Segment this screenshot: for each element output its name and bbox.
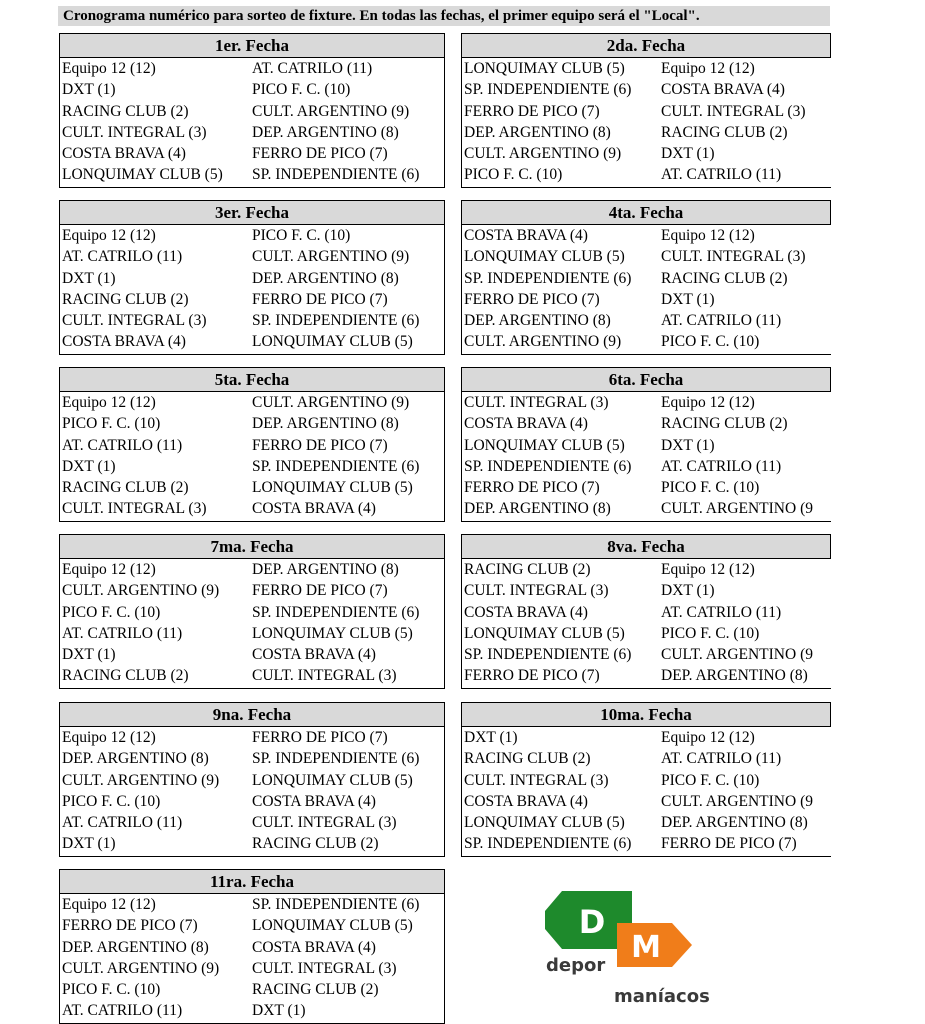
home-team: AT. CATRILO (11) — [62, 624, 183, 642]
away-team: SP. INDEPENDIENTE (6) — [252, 312, 420, 330]
logo-word-maniacos: maníacos — [614, 986, 710, 1007]
home-team: CULT. INTEGRAL (3) — [464, 394, 609, 411]
home-team: FERRO DE PICO (7) — [464, 290, 600, 308]
away-team: FERRO DE PICO (7) — [252, 290, 388, 308]
home-team: SP. INDEPENDIENTE (6) — [464, 81, 632, 99]
fecha-box — [59, 534, 445, 689]
match-row — [462, 498, 831, 519]
home-team: AT. CATRILO (11) — [62, 1002, 183, 1020]
home-team: FERRO DE PICO (7) — [464, 102, 600, 120]
away-team: PICO F. C. (10) — [661, 479, 760, 497]
fecha-box — [59, 367, 445, 522]
away-team: LONQUIMAY CLUB (5) — [252, 624, 413, 642]
match-row — [60, 559, 444, 580]
home-team: CULT. INTEGRAL (3) — [62, 500, 207, 518]
match-row — [462, 331, 831, 352]
away-team: AT. CATRILO (11) — [252, 60, 373, 77]
away-team: FERRO DE PICO (7) — [252, 145, 388, 163]
match-row — [60, 748, 444, 769]
logo-word-depor: depor — [546, 955, 606, 976]
match-row — [462, 833, 831, 854]
logo-letter-m: M — [631, 930, 661, 965]
fecha-box — [59, 33, 445, 188]
away-team: AT. CATRILO (11) — [661, 166, 782, 184]
home-team: CULT. ARGENTINO (9) — [62, 959, 220, 977]
fecha-title: 7ma. Fecha — [60, 535, 444, 559]
away-team: Equipo 12 (12) — [661, 729, 755, 746]
home-team: LONQUIMAY CLUB (5) — [464, 60, 625, 77]
match-row — [60, 58, 444, 79]
home-team: RACING CLUB (2) — [62, 290, 189, 308]
away-team: DEP. ARGENTINO (8) — [252, 123, 399, 141]
home-team: PICO F. C. (10) — [464, 166, 563, 184]
home-team: COSTA BRAVA (4) — [62, 333, 186, 351]
home-team: RACING CLUB (2) — [62, 479, 189, 497]
away-team: DEP. ARGENTINO (8) — [661, 814, 808, 832]
away-team: CULT. ARGENTINO (9 — [661, 792, 813, 810]
match-row — [60, 1000, 444, 1021]
match-row — [60, 101, 444, 122]
home-team: COSTA BRAVA (4) — [464, 792, 588, 810]
away-team: PICO F. C. (10) — [252, 227, 351, 244]
match-row — [462, 770, 831, 791]
home-team: CULT. ARGENTINO (9) — [62, 582, 220, 600]
match-row — [60, 894, 444, 915]
home-team: DEP. ARGENTINO (8) — [62, 750, 209, 768]
fecha-box — [461, 200, 831, 355]
fecha-box — [59, 702, 445, 857]
match-row — [462, 602, 831, 623]
home-team: FERRO DE PICO (7) — [464, 479, 600, 497]
away-team: SP. INDEPENDIENTE (6) — [252, 896, 420, 913]
home-team: COSTA BRAVA (4) — [464, 415, 588, 433]
match-row — [462, 665, 831, 686]
home-team: Equipo 12 (12) — [62, 896, 156, 913]
match-row — [462, 477, 831, 498]
home-team: PICO F. C. (10) — [62, 603, 161, 621]
fecha-title: 9na. Fecha — [60, 703, 444, 727]
home-team: FERRO DE PICO (7) — [464, 667, 600, 685]
away-team: DXT (1) — [252, 1002, 306, 1020]
home-team: LONQUIMAY CLUB (5) — [464, 248, 625, 266]
away-team: Equipo 12 (12) — [661, 60, 755, 77]
fecha-title: 10ma. Fecha — [462, 703, 831, 727]
match-row — [60, 413, 444, 434]
home-team: LONQUIMAY CLUB (5) — [464, 624, 625, 642]
match-row — [60, 665, 444, 686]
away-team: FERRO DE PICO (7) — [252, 582, 388, 600]
home-team: RACING CLUB (2) — [62, 667, 189, 685]
home-team: PICO F. C. (10) — [62, 792, 161, 810]
fecha-title: 8va. Fecha — [462, 535, 831, 559]
home-team: CULT. INTEGRAL (3) — [62, 312, 207, 330]
match-row — [462, 791, 831, 812]
match-row — [60, 79, 444, 100]
away-team: CULT. ARGENTINO (9 — [661, 646, 813, 664]
away-team: AT. CATRILO (11) — [661, 750, 782, 768]
away-team: DEP. ARGENTINO (8) — [252, 415, 399, 433]
home-team: COSTA BRAVA (4) — [62, 145, 186, 163]
home-team: SP. INDEPENDIENTE (6) — [464, 835, 632, 853]
away-team: SP. INDEPENDIENTE (6) — [252, 457, 420, 475]
away-team: RACING CLUB (2) — [661, 123, 788, 141]
home-team: RACING CLUB (2) — [62, 102, 189, 120]
home-team: AT. CATRILO (11) — [62, 248, 183, 266]
away-team: DEP. ARGENTINO (8) — [661, 667, 808, 685]
match-row — [462, 727, 831, 748]
home-team: DXT (1) — [62, 457, 116, 475]
home-team: DEP. ARGENTINO (8) — [464, 312, 611, 330]
match-row — [462, 268, 831, 289]
home-team: Equipo 12 (12) — [62, 60, 156, 77]
home-team: RACING CLUB (2) — [464, 750, 591, 768]
away-team: COSTA BRAVA (4) — [252, 938, 376, 956]
away-team: PICO F. C. (10) — [661, 624, 760, 642]
away-team: CULT. INTEGRAL (3) — [252, 814, 397, 832]
home-team: PICO F. C. (10) — [62, 981, 161, 999]
away-team: CULT. INTEGRAL (3) — [661, 248, 806, 266]
home-team: Equipo 12 (12) — [62, 729, 156, 746]
match-row — [60, 310, 444, 331]
match-row — [60, 225, 444, 246]
match-row — [462, 435, 831, 456]
match-row — [60, 164, 444, 185]
away-team: RACING CLUB (2) — [252, 981, 379, 999]
away-team: SP. INDEPENDIENTE (6) — [252, 166, 420, 184]
match-row — [60, 246, 444, 267]
away-team: AT. CATRILO (11) — [661, 312, 782, 330]
logo-letter-d: D — [578, 903, 606, 941]
away-team: COSTA BRAVA (4) — [252, 792, 376, 810]
home-team: DXT (1) — [62, 646, 116, 664]
home-team: CULT. ARGENTINO (9) — [464, 145, 622, 163]
home-team: AT. CATRILO (11) — [62, 436, 183, 454]
home-team: SP. INDEPENDIENTE (6) — [464, 269, 632, 287]
match-row — [462, 289, 831, 310]
match-row — [60, 727, 444, 748]
away-team: RACING CLUB (2) — [252, 835, 379, 853]
match-row — [60, 143, 444, 164]
home-team: DEP. ARGENTINO (8) — [62, 938, 209, 956]
match-row — [60, 268, 444, 289]
fecha-title: 4ta. Fecha — [462, 201, 831, 225]
match-row — [60, 331, 444, 352]
away-team: CULT. INTEGRAL (3) — [252, 959, 397, 977]
fecha-box — [59, 869, 445, 1024]
match-row — [60, 979, 444, 1000]
match-row — [462, 143, 831, 164]
match-row — [60, 623, 444, 644]
away-team: COSTA BRAVA (4) — [252, 500, 376, 518]
away-team: DXT (1) — [661, 145, 715, 163]
fecha-box — [461, 367, 831, 522]
match-row — [60, 456, 444, 477]
away-team: LONQUIMAY CLUB (5) — [252, 771, 413, 789]
away-team: DEP. ARGENTINO (8) — [252, 269, 399, 287]
away-team: PICO F. C. (10) — [661, 771, 760, 789]
match-row — [60, 498, 444, 519]
away-team: PICO F. C. (10) — [661, 333, 760, 351]
fecha-title: 5ta. Fecha — [60, 368, 444, 392]
away-team: FERRO DE PICO (7) — [252, 729, 388, 746]
fecha-box — [461, 33, 831, 188]
match-row — [462, 79, 831, 100]
match-row — [60, 915, 444, 936]
match-row — [60, 958, 444, 979]
home-team: Equipo 12 (12) — [62, 227, 156, 244]
home-team: DXT (1) — [62, 835, 116, 853]
match-row — [462, 456, 831, 477]
away-team: Equipo 12 (12) — [661, 227, 755, 244]
away-team: CULT. ARGENTINO (9) — [252, 248, 410, 266]
fecha-title: 2da. Fecha — [462, 34, 831, 58]
match-row — [462, 225, 831, 246]
away-team: Equipo 12 (12) — [661, 561, 755, 578]
away-team: SP. INDEPENDIENTE (6) — [252, 603, 420, 621]
away-team: FERRO DE PICO (7) — [661, 835, 797, 853]
home-team: LONQUIMAY CLUB (5) — [464, 814, 625, 832]
home-team: SP. INDEPENDIENTE (6) — [464, 646, 632, 664]
match-row — [60, 289, 444, 310]
match-row — [462, 101, 831, 122]
home-team: COSTA BRAVA (4) — [464, 603, 588, 621]
home-team: DXT (1) — [62, 81, 116, 99]
match-row — [462, 580, 831, 601]
depormaniacos-logo — [540, 885, 730, 1010]
fecha-title: 6ta. Fecha — [462, 368, 831, 392]
match-row — [462, 310, 831, 331]
away-team: AT. CATRILO (11) — [661, 457, 782, 475]
match-row — [60, 770, 444, 791]
away-team: DXT (1) — [661, 582, 715, 600]
home-team: CULT. INTEGRAL (3) — [62, 123, 207, 141]
home-team: LONQUIMAY CLUB (5) — [62, 166, 223, 184]
match-row — [462, 623, 831, 644]
match-row — [462, 559, 831, 580]
home-team: LONQUIMAY CLUB (5) — [464, 436, 625, 454]
away-team: FERRO DE PICO (7) — [252, 436, 388, 454]
home-team: DXT (1) — [62, 269, 116, 287]
away-team: LONQUIMAY CLUB (5) — [252, 917, 413, 935]
home-team: FERRO DE PICO (7) — [62, 917, 198, 935]
home-team: DEP. ARGENTINO (8) — [464, 123, 611, 141]
match-row — [60, 580, 444, 601]
away-team: CULT. INTEGRAL (3) — [661, 102, 806, 120]
away-team: RACING CLUB (2) — [661, 415, 788, 433]
match-row — [60, 435, 444, 456]
match-row — [60, 602, 444, 623]
match-row — [462, 58, 831, 79]
match-row — [462, 748, 831, 769]
match-row — [60, 644, 444, 665]
away-team: DXT (1) — [661, 290, 715, 308]
match-row — [60, 812, 444, 833]
home-team: RACING CLUB (2) — [464, 561, 591, 578]
home-team: COSTA BRAVA (4) — [464, 227, 588, 244]
match-row — [60, 392, 444, 413]
away-team: COSTA BRAVA (4) — [252, 646, 376, 664]
match-row — [60, 122, 444, 143]
fecha-title: 3er. Fecha — [60, 201, 444, 225]
home-team: DEP. ARGENTINO (8) — [464, 500, 611, 518]
away-team: DXT (1) — [661, 436, 715, 454]
fecha-box — [461, 534, 831, 689]
away-team: PICO F. C. (10) — [252, 81, 351, 99]
home-team: CULT. ARGENTINO (9) — [464, 333, 622, 351]
home-team: SP. INDEPENDIENTE (6) — [464, 457, 632, 475]
away-team: AT. CATRILO (11) — [661, 603, 782, 621]
home-team: CULT. INTEGRAL (3) — [464, 771, 609, 789]
fecha-box — [461, 702, 831, 857]
away-team: LONQUIMAY CLUB (5) — [252, 333, 413, 351]
away-team: CULT. ARGENTINO (9) — [252, 394, 410, 411]
home-team: CULT. INTEGRAL (3) — [464, 582, 609, 600]
away-team: CULT. INTEGRAL (3) — [252, 667, 397, 685]
match-row — [462, 413, 831, 434]
away-team: LONQUIMAY CLUB (5) — [252, 479, 413, 497]
match-row — [462, 644, 831, 665]
match-row — [60, 791, 444, 812]
match-row — [60, 833, 444, 854]
away-team: SP. INDEPENDIENTE (6) — [252, 750, 420, 768]
away-team: RACING CLUB (2) — [661, 269, 788, 287]
match-row — [462, 122, 831, 143]
home-team: AT. CATRILO (11) — [62, 814, 183, 832]
home-team: PICO F. C. (10) — [62, 415, 161, 433]
away-team: Equipo 12 (12) — [661, 394, 755, 411]
away-team: CULT. ARGENTINO (9 — [661, 500, 813, 518]
page-title: Cronograma numérico para sorteo de fixture. En todas las fechas, el primer equipo será el "Local". — [58, 6, 830, 26]
match-row — [462, 164, 831, 185]
fecha-box — [59, 200, 445, 355]
home-team: Equipo 12 (12) — [62, 561, 156, 578]
match-row — [462, 812, 831, 833]
home-team: DXT (1) — [464, 729, 518, 746]
home-team: CULT. ARGENTINO (9) — [62, 771, 220, 789]
match-row — [462, 392, 831, 413]
away-team: COSTA BRAVA (4) — [661, 81, 785, 99]
match-row — [60, 937, 444, 958]
away-team: CULT. ARGENTINO (9) — [252, 102, 410, 120]
home-team: Equipo 12 (12) — [62, 394, 156, 411]
match-row — [60, 477, 444, 498]
fecha-title: 1er. Fecha — [60, 34, 444, 58]
match-row — [462, 246, 831, 267]
away-team: DEP. ARGENTINO (8) — [252, 561, 399, 578]
fecha-title: 11ra. Fecha — [60, 870, 444, 894]
